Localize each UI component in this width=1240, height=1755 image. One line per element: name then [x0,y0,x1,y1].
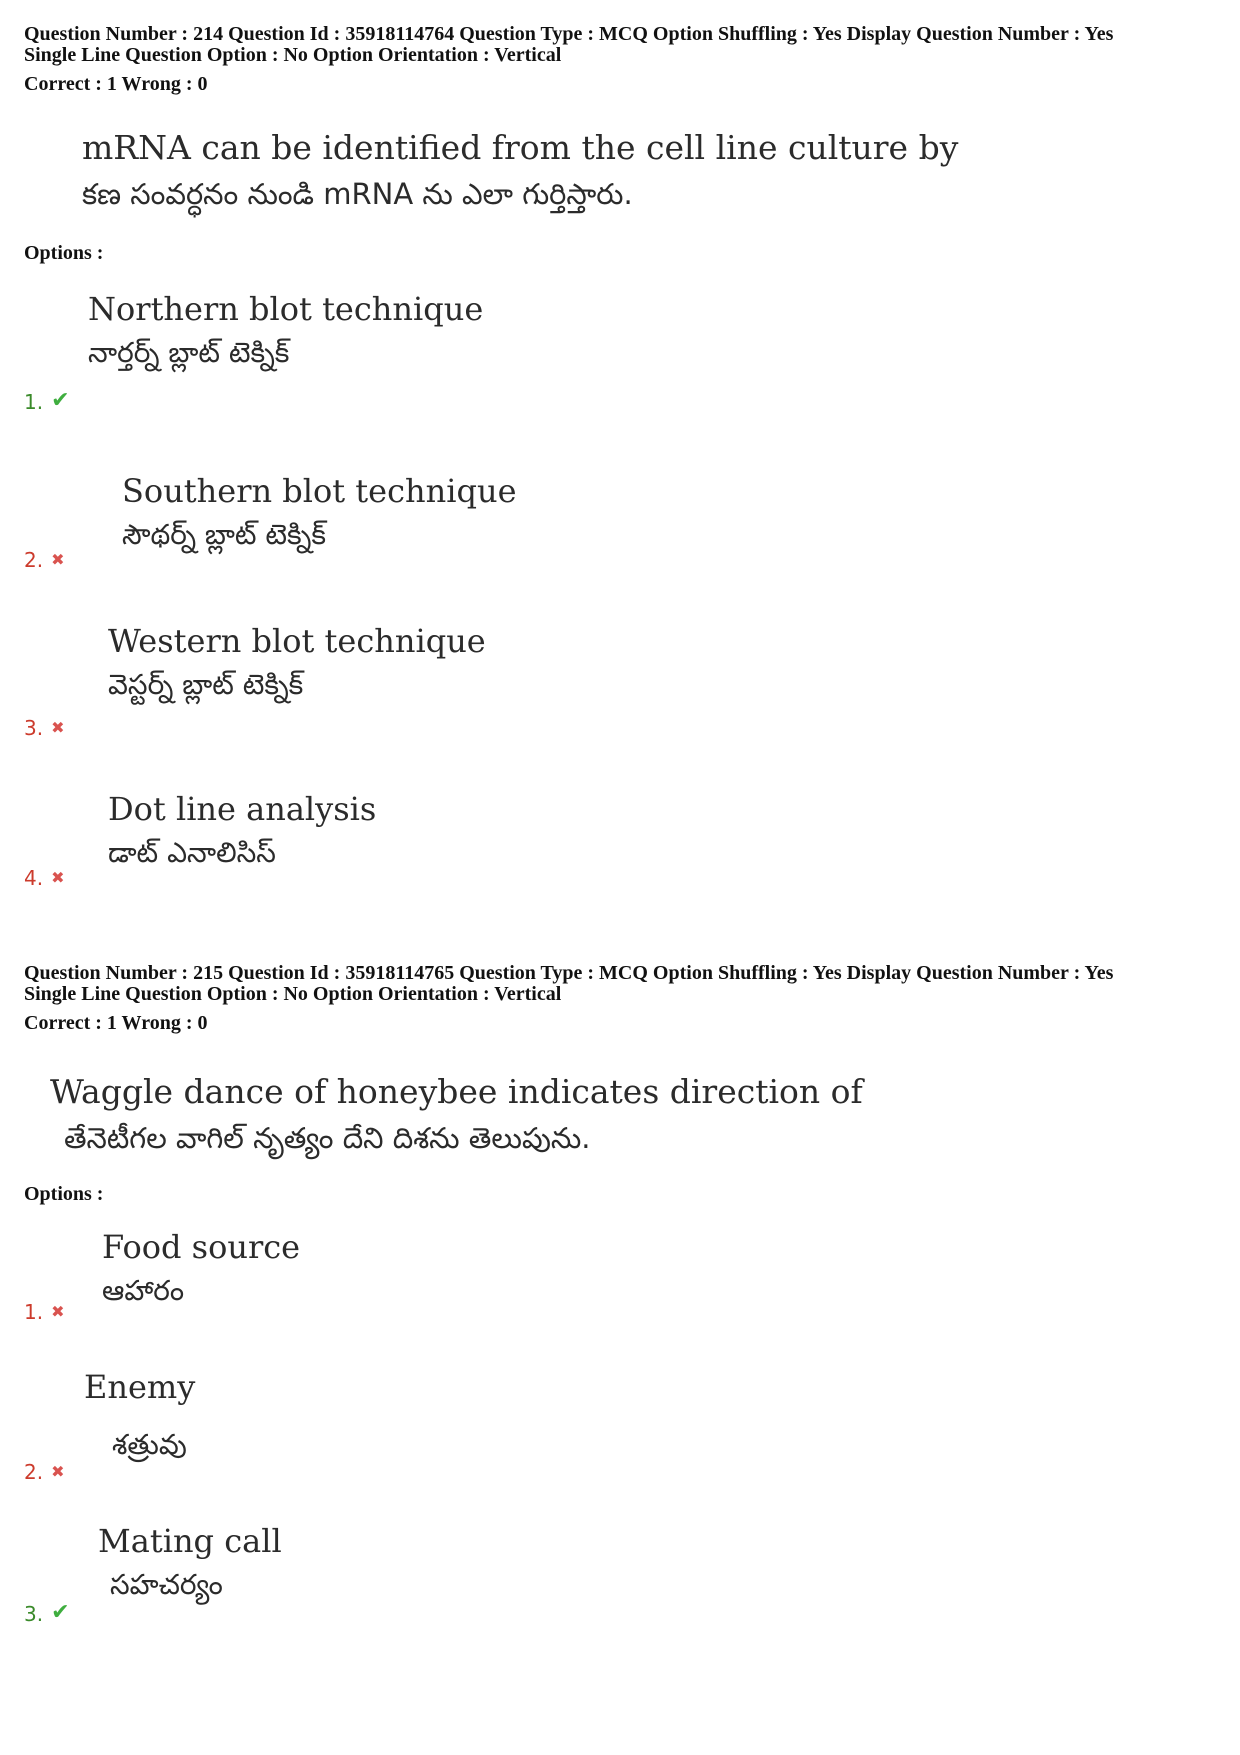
question-meta-line1: Question Number : 215 Question Id : 35918114765 Question Type : MCQ Option Shuffling : Yes Display Question Number : Yes [24,962,1114,984]
option-number-label: 4. [24,866,44,890]
check-icon: ✔ [51,1600,70,1625]
correct-wrong-marks: Correct : 1 Wrong : 0 [24,1012,208,1034]
option-number [24,1600,70,1626]
option-text-english: Southern blot technique [122,472,517,510]
option-text [102,1228,300,1314]
option-number [24,1460,65,1484]
option-text-telugu: నార్తర్న్ బ్లాట్ టెక్నిక్ [88,336,290,369]
option-text-telugu: ఆహారం [102,1274,185,1307]
option-text-english: Dot line analysis [108,790,377,828]
check-icon: ✔ [51,388,70,413]
question-text-english: Waggle dance of honeybee indicates direction of [50,1072,863,1111]
option-number-label: 1. [24,1300,44,1324]
cross-icon: ✖ [51,718,65,737]
option-text-english: Enemy [84,1368,196,1406]
question-text-telugu: కణ సంవర్ధనం నుండి mRNA ను ఎలా గుర్తిస్తారు. [82,177,633,211]
cross-icon: ✖ [51,1302,65,1321]
option-text [108,790,376,876]
question-meta [24,963,1224,1034]
option-text-telugu: సహచర్యం [110,1568,223,1601]
option-text [84,1368,195,1468]
option-number [24,548,65,572]
option-text-english: Mating call [98,1522,282,1560]
question-meta [24,24,1224,95]
cross-icon: ✖ [51,868,65,887]
option-text-telugu: సౌథర్న్ బ్లాట్ టెక్నిక్ [122,518,326,551]
cross-icon: ✖ [51,550,65,569]
correct-wrong-marks: Correct : 1 Wrong : 0 [24,73,208,95]
option-text [108,622,486,708]
option-text [98,1522,282,1608]
option-text-telugu: శత్రువు [112,1428,187,1461]
cross-icon: ✖ [51,1462,65,1481]
options-label: Options : [24,1183,104,1205]
question-text-english: mRNA can be identified from the cell line culture by [82,128,959,167]
options-label: Options : [24,242,104,264]
option-number [24,1300,65,1324]
question-text-telugu: తేనెటీగల వాగిల్ నృత్యం దేని దిశను తెలుపును. [64,1121,591,1155]
question-meta-line1: Question Number : 214 Question Id : 35918114764 Question Type : MCQ Option Shuffling : Yes Display Question Number : Yes [24,23,1114,45]
option-text-english: Northern blot technique [88,290,484,328]
option-number-label: 3. [24,1602,44,1626]
option-number-label: 2. [24,548,44,572]
option-number [24,716,65,740]
question-meta-line2: Single Line Question Option : No Option Orientation : Vertical [24,44,562,66]
option-text-telugu: వెస్టర్న్ బ్లాట్ టెక్నిక్ [108,668,304,701]
option-number-label: 3. [24,716,44,740]
option-text-english: Western blot technique [108,622,486,660]
question-text [50,1072,863,1163]
option-number-label: 2. [24,1460,44,1484]
question-meta-line2: Single Line Question Option : No Option Orientation : Vertical [24,983,562,1005]
question-text [82,128,958,219]
option-text [88,290,483,376]
option-number [24,866,65,890]
option-text-telugu: డాట్ ఎనాలిసిస్ [108,836,276,869]
option-text-english: Food source [102,1228,301,1266]
option-number [24,388,70,414]
option-number-label: 1. [24,390,44,414]
option-text [122,472,517,558]
